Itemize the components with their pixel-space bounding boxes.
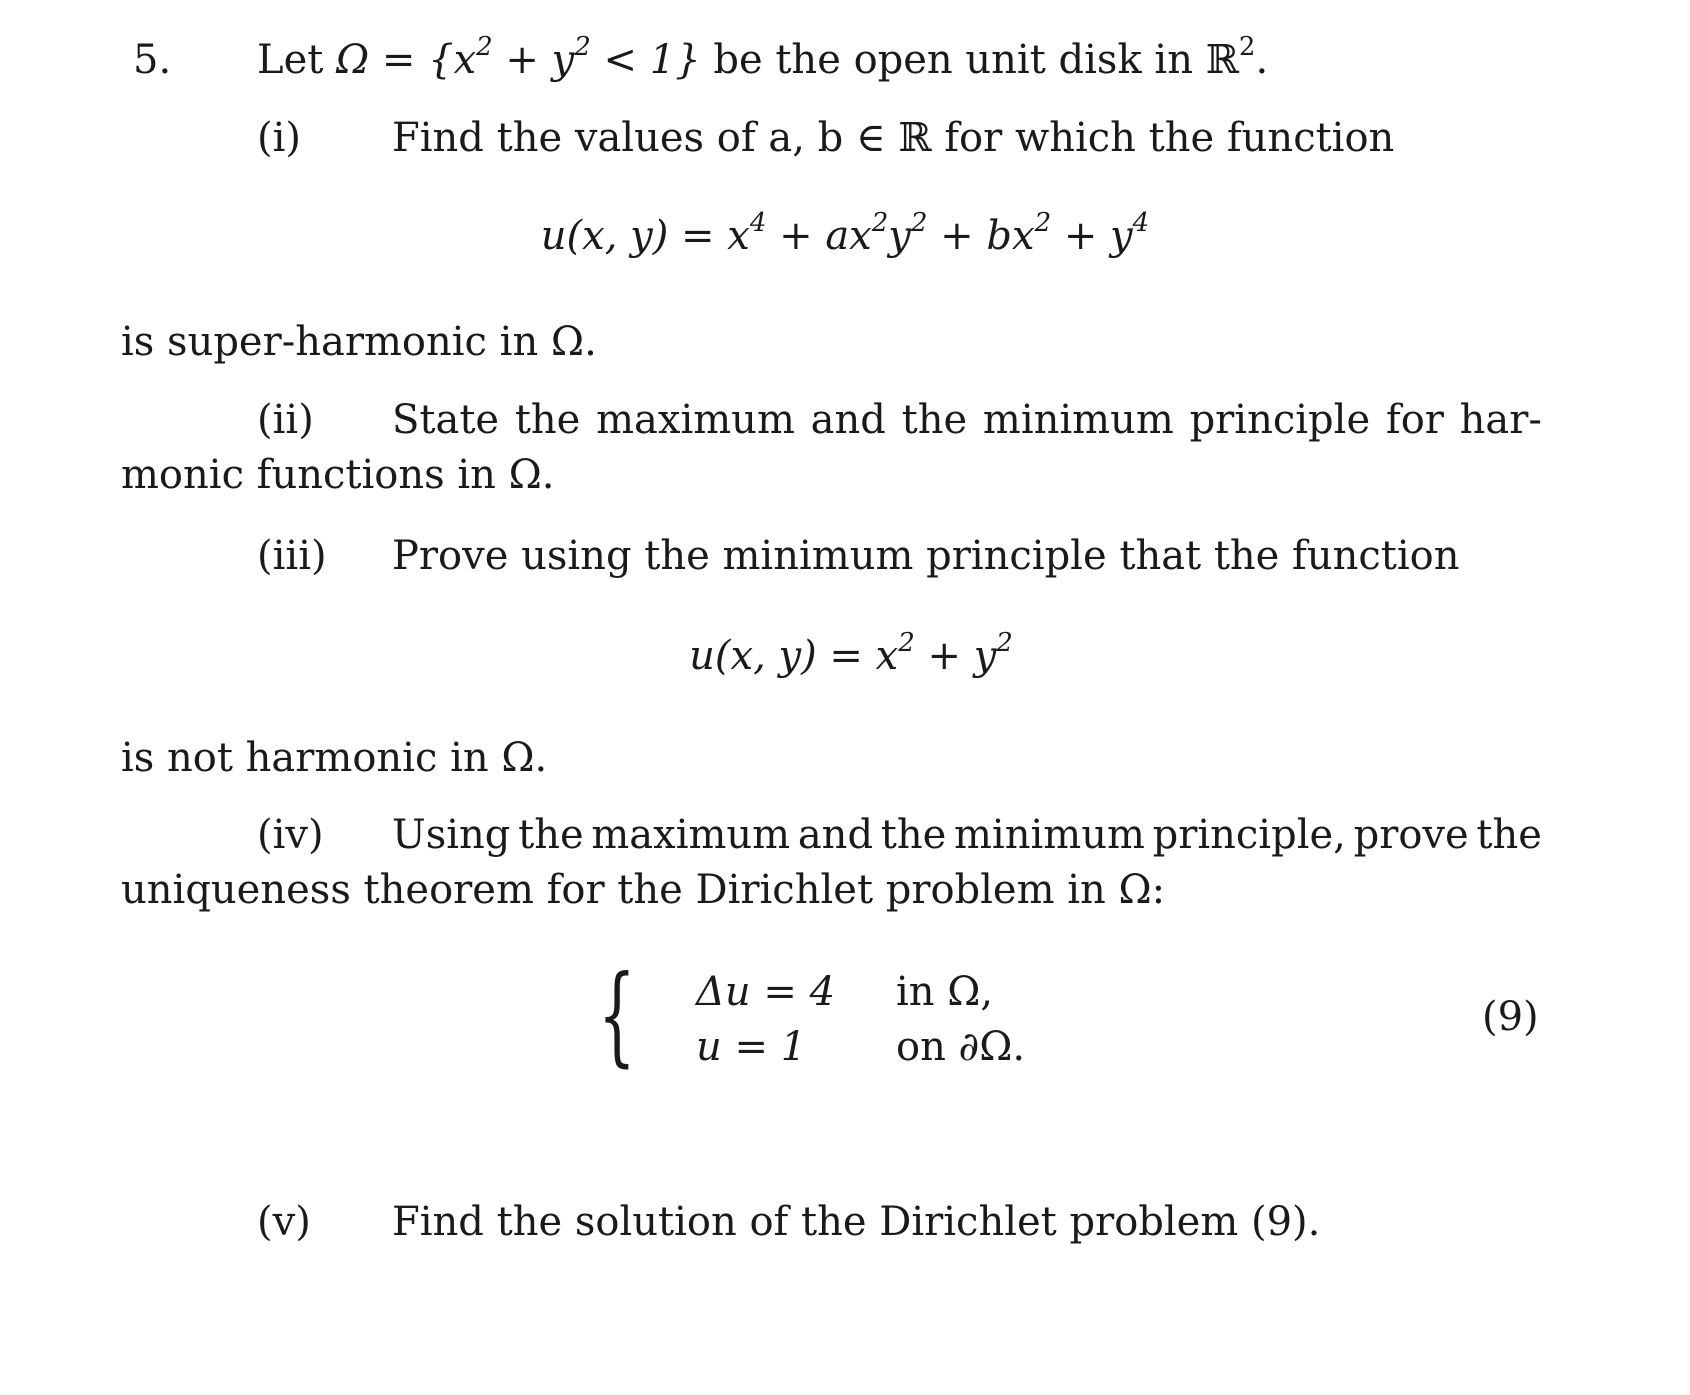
part-ii-line-1-word: and xyxy=(810,397,886,443)
part-iv-line-1-word: prove xyxy=(1353,812,1469,858)
system-row-1-equation: Δu = 4 xyxy=(696,969,836,1015)
part-iv-line-1-word: and xyxy=(797,812,874,858)
system-row-1-condition: in Ω, xyxy=(896,969,994,1015)
part-iv-line-1-word: maximum xyxy=(591,812,791,858)
part-iv-label: (iv) xyxy=(257,812,324,858)
eq1-term-3: y xyxy=(888,213,911,259)
eq2-exp-2: 2 xyxy=(996,628,1013,658)
part-ii-line-2: monic functions in Ω. xyxy=(121,452,555,498)
part-iv-line-1-word: minimum xyxy=(954,812,1145,858)
eq1-term-5: + y xyxy=(1051,213,1133,259)
part-iii-tail: is not harmonic in Ω. xyxy=(121,735,548,781)
part-iv-line-1-word: principle, xyxy=(1152,812,1346,858)
problem-number: 5. xyxy=(133,37,172,83)
part-iv-line-1 xyxy=(392,812,1542,858)
part-iv-line-1-word: the xyxy=(880,812,947,858)
intro-plus-y: + y xyxy=(492,37,575,83)
part-ii-line-1-word: the xyxy=(901,397,968,443)
part-iv-line-1-word: the xyxy=(1476,812,1542,858)
eq2-lhs: u(x, y) = x xyxy=(689,633,899,679)
system-brace: { xyxy=(598,953,636,1078)
system-row-2-equation: u = 1 xyxy=(696,1024,807,1070)
part-iii-label: (iii) xyxy=(257,533,327,579)
eq1-exp-4: 2 xyxy=(1034,208,1052,238)
part-i-label: (i) xyxy=(257,115,302,161)
intro-r-exponent: 2 xyxy=(1238,32,1256,62)
part-i-equation xyxy=(0,208,1690,259)
part-iv-line-2: uniqueness theorem for the Dirichlet problem in Ω: xyxy=(121,867,1166,913)
eq1-exp-3: 2 xyxy=(910,208,928,238)
eq1-term-2: + ax xyxy=(766,213,872,259)
part-ii-label: (ii) xyxy=(257,397,314,443)
part-ii-line-1-word: minimum xyxy=(982,397,1174,443)
part-v-text: Find the solution of the Dirichlet problem (9). xyxy=(392,1199,1321,1245)
eq2-term-2: + y xyxy=(914,633,997,679)
intro-y-exponent: 2 xyxy=(574,32,591,62)
equation-number: (9) xyxy=(1482,994,1539,1040)
part-ii-line-1-word: maximum xyxy=(596,397,795,443)
part-i-tail: is super-harmonic in Ω. xyxy=(121,319,597,365)
intro-rest: be the open unit disk in ℝ xyxy=(713,37,1239,83)
eq1-term-4: + bx xyxy=(927,213,1035,259)
intro-lt-one: < 1} xyxy=(590,37,701,83)
part-ii-line-1-word: for xyxy=(1385,397,1444,443)
problem-intro xyxy=(257,32,1269,83)
eq1-exp-1: 4 xyxy=(749,208,767,238)
part-iv-line-1-word: Using xyxy=(392,812,511,858)
part-ii-line-1-word: har- xyxy=(1459,397,1542,443)
part-i-text: Find the values of a, b ∈ ℝ for which the function xyxy=(392,115,1395,161)
system-row-2-condition: on ∂Ω. xyxy=(896,1024,1026,1070)
part-v-label: (v) xyxy=(257,1199,311,1245)
part-iii-equation xyxy=(6,628,1690,679)
part-ii-line-1 xyxy=(392,397,1542,443)
part-ii-line-1-word: principle xyxy=(1189,397,1371,443)
intro-omega-def: Ω = {x xyxy=(336,37,477,83)
part-iii-text: Prove using the minimum principle that the function xyxy=(392,533,1460,579)
eq1-exp-2: 2 xyxy=(871,208,889,238)
intro-let: Let xyxy=(257,37,324,83)
intro-x-exponent: 2 xyxy=(476,32,493,62)
eq1-lhs: u(x, y) = x xyxy=(540,213,750,259)
part-iv-line-1-word: the xyxy=(518,812,584,858)
intro-period: . xyxy=(1255,37,1269,83)
eq1-exp-5: 4 xyxy=(1132,208,1150,238)
eq2-exp-1: 2 xyxy=(898,628,915,658)
part-ii-line-1-word: State xyxy=(392,397,500,443)
part-ii-line-1-word: the xyxy=(514,397,581,443)
